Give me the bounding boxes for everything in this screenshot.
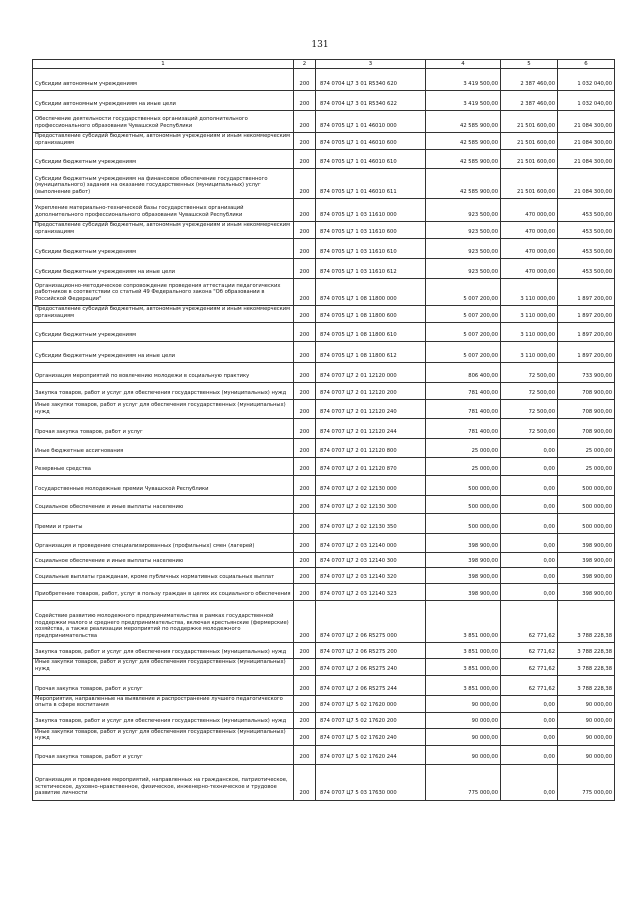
row-value-col4: 781 400,00 <box>426 400 501 419</box>
table-row <box>33 676 615 696</box>
row-name: Субсидии бюджетным учреждениям <box>33 323 294 342</box>
row-code: 874 0707 Ц7 2 06 R5275 200 <box>316 643 426 659</box>
table-row <box>33 745 615 764</box>
row-value-col4: 5 007 200,00 <box>426 323 501 342</box>
row-name: Премии и гранты <box>33 514 294 534</box>
row-value-col6: 3 788 228,38 <box>558 643 615 659</box>
row-code: 874 0707 Ц7 2 03 12140 300 <box>316 553 426 568</box>
table-row <box>33 222 615 239</box>
header-col-6: 6 <box>558 60 615 69</box>
row-col2: 200 <box>294 601 316 643</box>
row-code: 874 0705 Ц7 1 03 11610 610 <box>316 239 426 259</box>
row-name: Субсидии бюджетным учреждениям на финансовое обеспечение государственного (муниципального) задания на оказание государственных (муниципальных) услуг (выполнение работ) <box>33 169 294 199</box>
row-value-col6: 500 000,00 <box>558 496 615 514</box>
row-code: 874 0707 Ц7 5 02 17620 244 <box>316 745 426 764</box>
row-col2: 200 <box>294 150 316 169</box>
row-value-col5: 62 771,62 <box>501 601 558 643</box>
row-name: Прочая закупка товаров, работ и услуг <box>33 745 294 764</box>
table-row <box>33 458 615 476</box>
row-value-col4: 42 585 900,00 <box>426 111 501 133</box>
row-col2: 200 <box>294 323 316 342</box>
row-value-col4: 500 000,00 <box>426 514 501 534</box>
row-name: Предоставление субсидий бюджетным, автономным учреждениям и иным некоммерческим организациям <box>33 306 294 323</box>
row-value-col5: 470 000,00 <box>501 239 558 259</box>
row-name: Предоставление субсидий бюджетным, автономным учреждениям и иным некоммерческим организациям <box>33 133 294 150</box>
row-code: 874 0707 Ц7 2 02 12130 350 <box>316 514 426 534</box>
row-value-col5: 72 500,00 <box>501 419 558 439</box>
row-name: Организация и проведение мероприятий, направленных на гражданское, патриотическое, эстетическое, духовно-нравственное, физическое, инженерно-техническое и трудовое развитие личности <box>33 764 294 800</box>
row-code: 874 0707 Ц7 2 01 12120 244 <box>316 419 426 439</box>
row-value-col6: 398 900,00 <box>558 584 615 601</box>
row-value-col6: 708 900,00 <box>558 419 615 439</box>
row-name: Иные закупки товаров, работ и услуг для обеспечения государственных (муниципальных) нужд <box>33 728 294 745</box>
row-name: Организация и проведение специализированных (профильных) смен (лагерей) <box>33 534 294 553</box>
row-value-col5: 470 000,00 <box>501 259 558 279</box>
row-value-col4: 398 900,00 <box>426 584 501 601</box>
row-value-col6: 21 084 300,00 <box>558 111 615 133</box>
row-value-col4: 90 000,00 <box>426 728 501 745</box>
row-name: Обеспечение деятельности государственных организаций дополнительного профессионального образования Чувашской Республики <box>33 111 294 133</box>
row-code: 874 0704 Ц7 3 01 R5340 622 <box>316 91 426 111</box>
table-row <box>33 712 615 728</box>
row-code: 874 0705 Ц7 1 08 11800 000 <box>316 279 426 306</box>
row-name: Закупка товаров, работ и услуг для обеспечения государственных (муниципальных) нужд <box>33 712 294 728</box>
row-value-col6: 708 900,00 <box>558 400 615 419</box>
row-value-col6: 1 897 200,00 <box>558 342 615 363</box>
row-value-col4: 806 400,00 <box>426 363 501 383</box>
row-value-col6: 398 900,00 <box>558 534 615 553</box>
row-value-col4: 90 000,00 <box>426 696 501 713</box>
row-col2: 200 <box>294 496 316 514</box>
row-col2: 200 <box>294 306 316 323</box>
row-value-col5: 0,00 <box>501 458 558 476</box>
table-row <box>33 659 615 676</box>
row-col2: 200 <box>294 133 316 150</box>
table-row <box>33 476 615 496</box>
row-value-col4: 25 000,00 <box>426 439 501 458</box>
row-value-col4: 398 900,00 <box>426 553 501 568</box>
row-code: 874 0707 Ц7 2 02 12130 000 <box>316 476 426 496</box>
row-value-col5: 3 110 000,00 <box>501 279 558 306</box>
row-name: Прочая закупка товаров, работ и услуг <box>33 419 294 439</box>
row-code: 874 0707 Ц7 2 06 R5275 244 <box>316 676 426 696</box>
table-row <box>33 584 615 601</box>
table-row <box>33 133 615 150</box>
table-row <box>33 169 615 199</box>
row-code: 874 0707 Ц7 5 02 17620 240 <box>316 728 426 745</box>
row-code: 874 0704 Ц7 3 01 R5340 620 <box>316 69 426 91</box>
row-value-col6: 453 500,00 <box>558 239 615 259</box>
row-value-col5: 62 771,62 <box>501 659 558 676</box>
row-name: Укрепление материально-технической базы государственных организаций дополнительного профессионального образования Чувашской Республики <box>33 199 294 222</box>
row-code: 874 0707 Ц7 2 01 12120 800 <box>316 439 426 458</box>
row-value-col5: 72 500,00 <box>501 400 558 419</box>
row-name: Социальное обеспечение и иные выплаты населению <box>33 553 294 568</box>
row-name: Иные закупки товаров, работ и услуг для обеспечения государственных (муниципальных) нужд <box>33 659 294 676</box>
row-value-col4: 5 007 200,00 <box>426 306 501 323</box>
table-row <box>33 279 615 306</box>
row-value-col4: 3 419 500,00 <box>426 69 501 91</box>
row-value-col4: 781 400,00 <box>426 419 501 439</box>
row-value-col4: 3 851 000,00 <box>426 676 501 696</box>
table-row <box>33 728 615 745</box>
row-value-col4: 42 585 900,00 <box>426 169 501 199</box>
row-value-col5: 21 501 600,00 <box>501 133 558 150</box>
row-name: Субсидии автономным учреждениям <box>33 69 294 91</box>
row-value-col5: 62 771,62 <box>501 676 558 696</box>
row-code: 874 0707 Ц7 2 01 12120 240 <box>316 400 426 419</box>
row-value-col5: 21 501 600,00 <box>501 111 558 133</box>
table-row <box>33 534 615 553</box>
row-value-col4: 781 400,00 <box>426 383 501 400</box>
row-code: 874 0705 Ц7 1 03 11610 600 <box>316 222 426 239</box>
row-code: 874 0705 Ц7 1 03 11610 000 <box>316 199 426 222</box>
row-col2: 200 <box>294 439 316 458</box>
row-name: Прочая закупка товаров, работ и услуг <box>33 676 294 696</box>
row-col2: 200 <box>294 199 316 222</box>
row-code: 874 0705 Ц7 1 08 11800 610 <box>316 323 426 342</box>
row-value-col4: 775 000,00 <box>426 764 501 800</box>
row-col2: 200 <box>294 458 316 476</box>
row-code: 874 0705 Ц7 1 01 46010 610 <box>316 150 426 169</box>
row-value-col5: 470 000,00 <box>501 222 558 239</box>
row-value-col4: 923 500,00 <box>426 199 501 222</box>
row-name: Приобретение товаров, работ, услуг в пользу граждан в целях их социального обеспечения <box>33 584 294 601</box>
row-value-col6: 398 900,00 <box>558 568 615 584</box>
row-col2: 200 <box>294 91 316 111</box>
table-row <box>33 383 615 400</box>
row-value-col6: 500 000,00 <box>558 476 615 496</box>
row-col2: 200 <box>294 514 316 534</box>
row-col2: 200 <box>294 764 316 800</box>
table-row <box>33 419 615 439</box>
row-name: Иные бюджетные ассигнования <box>33 439 294 458</box>
table-row <box>33 514 615 534</box>
table-row <box>33 150 615 169</box>
row-col2: 200 <box>294 342 316 363</box>
row-value-col6: 708 900,00 <box>558 383 615 400</box>
row-value-col6: 3 788 228,38 <box>558 601 615 643</box>
row-value-col4: 923 500,00 <box>426 239 501 259</box>
row-col2: 200 <box>294 643 316 659</box>
row-value-col5: 0,00 <box>501 728 558 745</box>
row-value-col5: 0,00 <box>501 568 558 584</box>
row-code: 874 0705 Ц7 1 01 46010 611 <box>316 169 426 199</box>
row-name: Субсидии бюджетным учреждениям <box>33 239 294 259</box>
row-value-col6: 398 900,00 <box>558 553 615 568</box>
row-code: 874 0707 Ц7 2 03 12140 323 <box>316 584 426 601</box>
row-value-col6: 1 897 200,00 <box>558 279 615 306</box>
row-code: 874 0705 Ц7 1 01 46010 000 <box>316 111 426 133</box>
row-value-col6: 25 000,00 <box>558 458 615 476</box>
table-row <box>33 91 615 111</box>
row-value-col6: 21 084 300,00 <box>558 150 615 169</box>
header-col-5: 5 <box>501 60 558 69</box>
row-value-col6: 733 900,00 <box>558 363 615 383</box>
row-col2: 200 <box>294 584 316 601</box>
row-col2: 200 <box>294 69 316 91</box>
row-value-col4: 42 585 900,00 <box>426 133 501 150</box>
table-row <box>33 306 615 323</box>
table-row <box>33 323 615 342</box>
row-value-col6: 1 032 040,00 <box>558 91 615 111</box>
row-col2: 200 <box>294 222 316 239</box>
row-name: Субсидии бюджетным учреждениям на иные цели <box>33 259 294 279</box>
table-header-row <box>33 60 615 69</box>
row-value-col5: 0,00 <box>501 712 558 728</box>
table-row <box>33 363 615 383</box>
row-value-col6: 500 000,00 <box>558 514 615 534</box>
table-row <box>33 439 615 458</box>
row-value-col5: 0,00 <box>501 553 558 568</box>
row-name: Содействие развитию молодежного предпринимательства в рамках государственной поддержки малого и среднего предпринимательства, включая крестьянские (фермерские) хозяйства, а также реализации мероприятий по поддержке молодежного предпринимательства <box>33 601 294 643</box>
row-col2: 200 <box>294 363 316 383</box>
row-name: Закупка товаров, работ и услуг для обеспечения государственных (муниципальных) нужд <box>33 643 294 659</box>
row-code: 874 0707 Ц7 5 03 17630 000 <box>316 764 426 800</box>
row-code: 874 0707 Ц7 2 01 12120 000 <box>316 363 426 383</box>
row-col2: 200 <box>294 383 316 400</box>
row-col2: 200 <box>294 659 316 676</box>
table-row <box>33 69 615 91</box>
row-name: Социальное обеспечение и иные выплаты населению <box>33 496 294 514</box>
row-value-col4: 500 000,00 <box>426 476 501 496</box>
row-value-col5: 0,00 <box>501 534 558 553</box>
row-value-col6: 21 084 300,00 <box>558 133 615 150</box>
row-value-col5: 0,00 <box>501 514 558 534</box>
row-value-col5: 72 500,00 <box>501 363 558 383</box>
row-col2: 200 <box>294 400 316 419</box>
header-col-4: 4 <box>426 60 501 69</box>
table-row <box>33 696 615 713</box>
row-name: Организационно-методическое сопровождение проведения аттестации педагогических работников в соответствии со статьей 49 Федерального закона "Об образовании в Российской Федерации" <box>33 279 294 306</box>
table-row <box>33 111 615 133</box>
row-value-col4: 25 000,00 <box>426 458 501 476</box>
row-col2: 200 <box>294 712 316 728</box>
row-value-col5: 0,00 <box>501 476 558 496</box>
row-col2: 200 <box>294 676 316 696</box>
row-col2: 200 <box>294 568 316 584</box>
row-value-col6: 775 000,00 <box>558 764 615 800</box>
row-value-col5: 0,00 <box>501 745 558 764</box>
row-value-col4: 90 000,00 <box>426 712 501 728</box>
row-value-col4: 3 419 500,00 <box>426 91 501 111</box>
row-code: 874 0707 Ц7 2 01 12120 870 <box>316 458 426 476</box>
row-name: Социальные выплаты гражданам, кроме публичных нормативных социальных выплат <box>33 568 294 584</box>
row-value-col6: 3 788 228,38 <box>558 676 615 696</box>
row-value-col6: 90 000,00 <box>558 696 615 713</box>
budget-table <box>32 59 615 801</box>
row-value-col4: 90 000,00 <box>426 745 501 764</box>
row-name: Закупка товаров, работ и услуг для обеспечения государственных (муниципальных) нужд <box>33 383 294 400</box>
row-col2: 200 <box>294 696 316 713</box>
row-value-col5: 62 771,62 <box>501 643 558 659</box>
header-col-1: 1 <box>33 60 294 69</box>
row-value-col4: 42 585 900,00 <box>426 150 501 169</box>
row-name: Иные закупки товаров, работ и услуг для обеспечения государственных (муниципальных) нужд <box>33 400 294 419</box>
row-name: Резервные средства <box>33 458 294 476</box>
row-code: 874 0707 Ц7 2 02 12130 300 <box>316 496 426 514</box>
table-row <box>33 199 615 222</box>
row-value-col5: 72 500,00 <box>501 383 558 400</box>
row-code: 874 0707 Ц7 2 03 12140 000 <box>316 534 426 553</box>
row-value-col6: 21 084 300,00 <box>558 169 615 199</box>
row-value-col4: 5 007 200,00 <box>426 279 501 306</box>
row-value-col4: 398 900,00 <box>426 568 501 584</box>
row-value-col5: 2 387 460,00 <box>501 91 558 111</box>
row-value-col5: 2 387 460,00 <box>501 69 558 91</box>
row-col2: 200 <box>294 259 316 279</box>
row-name: Субсидии бюджетным учреждениям <box>33 150 294 169</box>
table-row <box>33 342 615 363</box>
row-value-col5: 0,00 <box>501 584 558 601</box>
row-col2: 200 <box>294 111 316 133</box>
row-col2: 200 <box>294 279 316 306</box>
row-col2: 200 <box>294 728 316 745</box>
row-value-col6: 453 500,00 <box>558 222 615 239</box>
row-name: Субсидии бюджетным учреждениям на иные цели <box>33 342 294 363</box>
table-row <box>33 568 615 584</box>
row-code: 874 0705 Ц7 1 03 11610 612 <box>316 259 426 279</box>
row-value-col6: 90 000,00 <box>558 712 615 728</box>
row-value-col6: 1 897 200,00 <box>558 306 615 323</box>
row-name: Мероприятия, направленные на выявление и распространение лучшего педагогического опыта в сфере воспитания <box>33 696 294 713</box>
row-value-col5: 3 110 000,00 <box>501 323 558 342</box>
row-value-col4: 3 851 000,00 <box>426 643 501 659</box>
row-value-col4: 923 500,00 <box>426 259 501 279</box>
row-name: Организация мероприятий по вовлечению молодежи в социальную практику <box>33 363 294 383</box>
row-name: Субсидии автономным учреждениям на иные цели <box>33 91 294 111</box>
row-code: 874 0707 Ц7 5 02 17620 200 <box>316 712 426 728</box>
page-number: 131 <box>311 40 329 50</box>
row-value-col6: 453 500,00 <box>558 259 615 279</box>
table-row <box>33 601 615 643</box>
row-col2: 200 <box>294 553 316 568</box>
row-value-col5: 0,00 <box>501 496 558 514</box>
row-value-col6: 1 032 040,00 <box>558 69 615 91</box>
table-row <box>33 400 615 419</box>
row-name: Государственные молодежные премии Чувашской Республики <box>33 476 294 496</box>
row-code: 874 0707 Ц7 2 06 R5275 000 <box>316 601 426 643</box>
row-col2: 200 <box>294 239 316 259</box>
row-value-col4: 923 500,00 <box>426 222 501 239</box>
row-value-col4: 3 851 000,00 <box>426 601 501 643</box>
row-col2: 200 <box>294 534 316 553</box>
table-row <box>33 764 615 800</box>
row-value-col5: 0,00 <box>501 696 558 713</box>
row-code: 874 0707 Ц7 2 06 R5275 240 <box>316 659 426 676</box>
row-value-col6: 453 500,00 <box>558 199 615 222</box>
row-value-col6: 3 788 228,38 <box>558 659 615 676</box>
table-row <box>33 259 615 279</box>
row-value-col5: 3 110 000,00 <box>501 306 558 323</box>
row-value-col4: 5 007 200,00 <box>426 342 501 363</box>
row-value-col5: 21 501 600,00 <box>501 150 558 169</box>
row-code: 874 0705 Ц7 1 08 11800 612 <box>316 342 426 363</box>
table-row <box>33 496 615 514</box>
table-row <box>33 239 615 259</box>
row-code: 874 0707 Ц7 2 03 12140 320 <box>316 568 426 584</box>
row-value-col5: 0,00 <box>501 764 558 800</box>
row-col2: 200 <box>294 745 316 764</box>
row-code: 874 0705 Ц7 1 08 11800 600 <box>316 306 426 323</box>
row-code: 874 0707 Ц7 2 01 12120 200 <box>316 383 426 400</box>
header-col-2: 2 <box>294 60 316 69</box>
row-col2: 200 <box>294 169 316 199</box>
row-value-col6: 90 000,00 <box>558 728 615 745</box>
row-value-col6: 25 000,00 <box>558 439 615 458</box>
row-value-col5: 3 110 000,00 <box>501 342 558 363</box>
table-row <box>33 643 615 659</box>
row-col2: 200 <box>294 419 316 439</box>
row-code: 874 0705 Ц7 1 01 46010 600 <box>316 133 426 150</box>
row-value-col4: 398 900,00 <box>426 534 501 553</box>
row-name: Предоставление субсидий бюджетным, автономным учреждениям и иным некоммерческим организациям <box>33 222 294 239</box>
row-value-col5: 21 501 600,00 <box>501 169 558 199</box>
row-value-col5: 0,00 <box>501 439 558 458</box>
row-col2: 200 <box>294 476 316 496</box>
row-value-col6: 1 897 200,00 <box>558 323 615 342</box>
row-value-col5: 470 000,00 <box>501 199 558 222</box>
table-row <box>33 553 615 568</box>
row-value-col4: 500 000,00 <box>426 496 501 514</box>
row-value-col6: 90 000,00 <box>558 745 615 764</box>
row-value-col4: 3 851 000,00 <box>426 659 501 676</box>
row-code: 874 0707 Ц7 5 02 17620 000 <box>316 696 426 713</box>
header-col-3: 3 <box>316 60 426 69</box>
